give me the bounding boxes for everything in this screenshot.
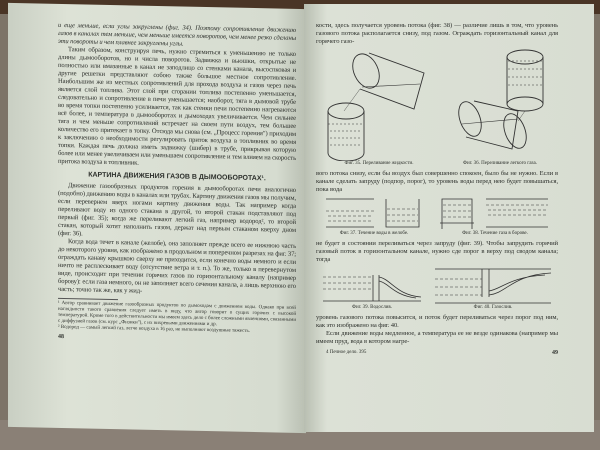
- figure-row: [316, 197, 558, 237]
- figure-37-water-channel-flow: [324, 197, 424, 231]
- left-page: [8, 3, 306, 433]
- figure-caption: Фиг. 35. Переливание жидкости.: [344, 161, 414, 166]
- figure-39: [321, 267, 423, 311]
- paragraph-text: не будет в состоянии переливаться через запруду (фиг. 39). Чтобы запрудить горячий газовый поток в горизонтальном канале, нужно сде порог в верху под сводом канала; тогда: [316, 240, 558, 263]
- paragraph: [316, 330, 558, 346]
- figure-caption: Фиг. 39. Водослив.: [352, 305, 392, 310]
- figure-37: [324, 197, 424, 237]
- paragraph-text: вого потока снизу, если бы воздух был совершенно спокоен, было бы не нужно. Если в канале сделать запруду (подпор, порог), то уровень воды перед нею будет повышаться, пока вода: [316, 170, 558, 193]
- figure-38-gas-flue-flow: [440, 197, 550, 231]
- figure-38: [440, 197, 550, 237]
- figure-36: [450, 49, 550, 167]
- footnote: ² Водород — самый легкий газ, легче воздуха в 16 раз, не выполняют воздушные тяжесть.: [58, 324, 251, 334]
- figure-40: [433, 267, 553, 311]
- paragraph: [58, 182, 296, 243]
- paragraph: [58, 46, 296, 171]
- figure-row: [316, 267, 558, 311]
- figure-40-gas-weir: [433, 267, 553, 305]
- paragraph: [316, 170, 558, 194]
- paragraph: [316, 22, 558, 46]
- footnote: ¹ Автор сравнивает движение газообразных продуктов по дымоходам с движением воды. Однако при всей наглядности такого сравнения следует иметь в виду, что автор говорит о сущих горячих с высокой температурой. Кроме того в действительности мы имеем здесь дело с более сложными явлениями, связанными с диффузией газов (см. курс „Физики"), с их вихревыми движениями и др.: [58, 300, 296, 328]
- figure-caption: Фиг. 38. Течение газа в борове.: [462, 231, 528, 236]
- figure-caption: Фиг. 37. Течение воды в желобе.: [339, 231, 409, 236]
- right-page: [304, 4, 594, 432]
- paragraph-text: Когда вода течет в канале (желобе), она заполняет прежде всего ее нижнюю часть до некоторого уровня, как изображено в продольном и поперечном разрезах на фиг. 37; ограждать канаву крышкою сверху не приходится, если конечно воды немного и если ничто не расплескивает воду (отсутствие ветра и т. п.). То же, только в перевернутом виде, происходит при течении горячих газов по горизонтальному каналу (например борову): если газа немного, он не заполняет всего сечения канала, а лишь верхнюю его часть; точно так же, как у жид-: [58, 238, 296, 295]
- paragraph: [316, 314, 558, 330]
- page-number: 48: [58, 333, 64, 341]
- section-heading: КАРТИНА ДВИЖЕНИЯ ГАЗОВ В ДЫМООБОРОТАХ¹.: [88, 171, 266, 183]
- figure-39-water-weir: [321, 267, 423, 305]
- paragraph-text: Движение газообразных продуктов горения в дымооборотах печи аналогично (подобно) движению воды в каналах или трубах. Картину движения газов мы получим, если перевернем вверх ногами картину движения воды. Так например когда переливают воду из одного стакана в другой, то второй стакан подставляют под первый (фиг. 35); когда же переливают легкий газ, например водород², то второй стакан, который хотят наполнить газом, держат над первым стаканом кверху дном (фиг. 36).: [58, 182, 296, 238]
- page-footer: [316, 350, 558, 356]
- paragraph-text: кости, здесь получается уровень потока (фиг. 38) — различие лишь в том, что уровень газового потока располагается снизу, под газом. Ограждать горизонтальный канал для горячего газо-: [316, 22, 558, 45]
- figure-35: [324, 49, 434, 167]
- paragraph-text: Таким образом, конструируя печь, нужно стремиться к уменьшению не только длины дымооборотов, но и числа поворотов. Задвижка и вьюшки, открытые не полностью или вмазанные в канал не заподлицо со стенками канала, высоспковая и другие решетки представляют собою также большое местное сопротивление. Наибольшим же из местных сопротивлений для прохода воздуха и газов через печь является слой топлива. Этот слой при сгорании топлива постепенно уменьшается, следовательно и сопротивление в печи уменьшается; наоборот, тяга в дымовой трубе во время топки постепенно усиливается, так как стенки печи постепенно нагреваются всё более, и температура в дымооборотах и дымоходах увеличивается. Чем сильнее тяга и чем меньше сопротивлений встречает на своем пути воздух, тем большее количество его притекает в топку. Отсюда мы снова (см. „Процесс горения") приходим к заключению о необходимости регулировать приток воздуха в топливник во время топки. Каждая печь должна иметь задвижку (шибер) в трубе, прикрывая которую более или менее увеличиваем или уменьшаем сопротивление и тем влияем на скорость притока воздуха в топливник.: [58, 46, 296, 167]
- footnote-divider: [58, 298, 118, 300]
- paragraph: [316, 240, 558, 264]
- figure-caption: Фиг. 40. Газослив.: [473, 305, 513, 310]
- paragraph-text: Если движение воды медленное, а температура ее не везде одинакова (например мы имеем пруд, вода в котором нагре-: [316, 330, 558, 345]
- paragraph-text: уровень газового потока повысится, и поток будет переливаться через порог под ним, как это изображено на фиг. 40.: [316, 314, 558, 329]
- page-number: 49: [552, 350, 558, 356]
- paragraph: [58, 238, 296, 299]
- figure-35-pouring-liquid: [324, 49, 434, 161]
- figure-36-pouring-light-gas: [450, 49, 550, 161]
- paragraph-text: и еще меньше, если углы закруглены (фиг. 34). Поэтому сопротивление движению газов в каналах тем меньше, чем меньше имеется поворотов, чем менее резко сделаны эти повороты и чем плавнее закруглены углы.: [58, 21, 296, 48]
- figure-caption: Фиг. 36. Переливание легкого газа.: [463, 161, 537, 166]
- printer-signature: 4 Печное дело. 395: [326, 350, 367, 355]
- figure-row: [316, 49, 558, 167]
